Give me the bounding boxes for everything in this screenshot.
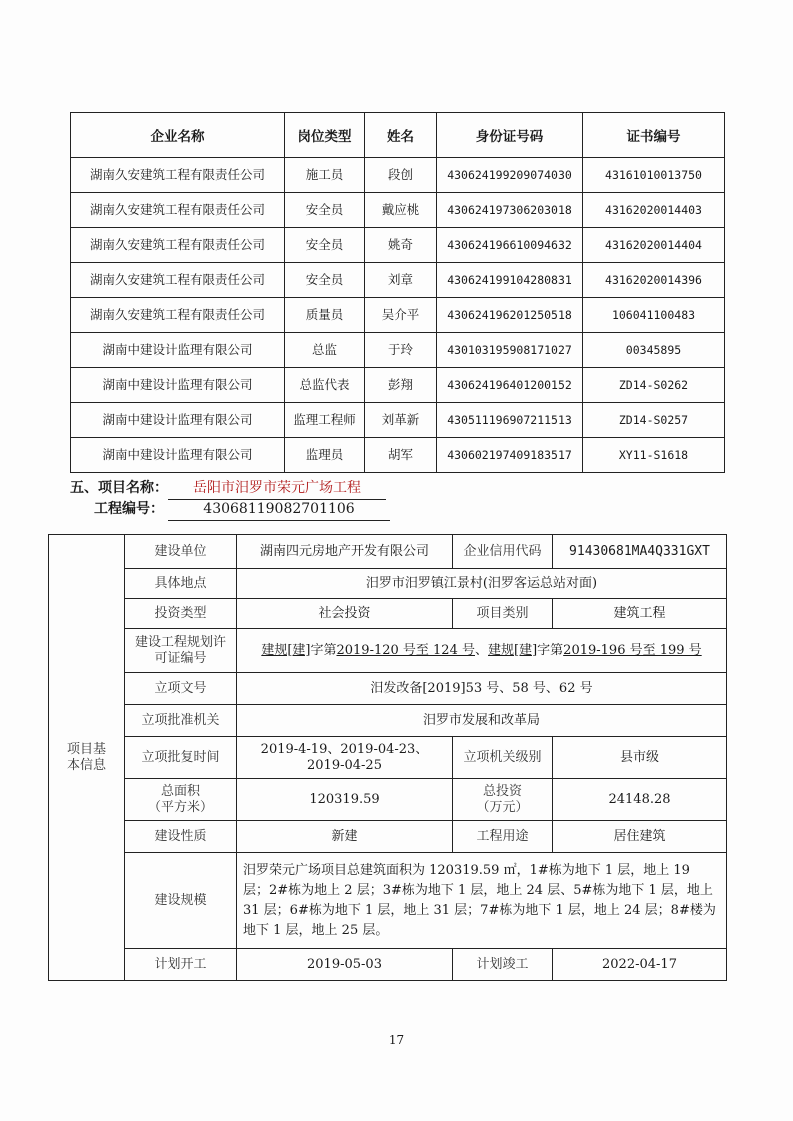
project-name-label: 五、项目名称： bbox=[70, 480, 168, 496]
row-location bbox=[49, 569, 727, 599]
credit-code-value: 91430681MA4Q331GXT bbox=[553, 535, 727, 569]
approval-doc-label: 立项文号 bbox=[125, 673, 237, 705]
certificate-cell: 106041100483 bbox=[583, 298, 725, 333]
staff-table-row bbox=[71, 193, 725, 228]
staff-table-header bbox=[71, 113, 725, 158]
staff-table-row bbox=[71, 228, 725, 263]
company-cell: 湖南久安建筑工程有限责任公司 bbox=[71, 298, 285, 333]
approval-date-label: 立项批复时间 bbox=[125, 737, 237, 779]
investment-type-label: 投资类型 bbox=[125, 599, 237, 629]
id-number-cell: 430511196907211513 bbox=[437, 403, 583, 438]
scale-label: 建设规模 bbox=[125, 853, 237, 949]
name-cell: 于玲 bbox=[365, 333, 437, 368]
project-info-table bbox=[48, 534, 727, 981]
row-developer bbox=[49, 535, 727, 569]
id-number-cell: 430624196401200152 bbox=[437, 368, 583, 403]
total-investment-value: 24148.28 bbox=[553, 779, 727, 821]
location-label: 具体地点 bbox=[125, 569, 237, 599]
permit-part1: 建规[建] bbox=[261, 642, 311, 658]
row-approval-doc bbox=[49, 673, 727, 705]
approval-date-value bbox=[237, 737, 453, 779]
row-nature-use bbox=[49, 821, 727, 853]
staff-table-row bbox=[71, 158, 725, 193]
developer-value: 湖南四元房地产开发有限公司 bbox=[237, 535, 453, 569]
row-investment-type bbox=[49, 599, 727, 629]
name-cell: 姚奇 bbox=[365, 228, 437, 263]
certificate-cell: XY11-S1618 bbox=[583, 438, 725, 473]
certificate-cell: 43161010013750 bbox=[583, 158, 725, 193]
approval-org-value: 汨罗市发展和改革局 bbox=[237, 705, 727, 737]
project-code-label: 工程编号： bbox=[94, 501, 164, 517]
total-area-label-line1: 总面积 bbox=[160, 783, 200, 799]
staff-table bbox=[70, 112, 725, 473]
company-cell: 湖南久安建筑工程有限责任公司 bbox=[71, 158, 285, 193]
id-number-cell: 430602197409183517 bbox=[437, 438, 583, 473]
company-cell: 湖南中建设计监理有限公司 bbox=[71, 403, 285, 438]
group-label-project-info: 项目基本信息 bbox=[49, 535, 125, 981]
position-cell: 总监 bbox=[285, 333, 365, 368]
total-area-value: 120319.59 bbox=[237, 779, 453, 821]
row-permit bbox=[49, 629, 727, 673]
permit-label: 建设工程规划许可证编号 bbox=[125, 629, 237, 673]
project-section-header bbox=[70, 478, 730, 520]
id-number-cell: 430624196201250518 bbox=[437, 298, 583, 333]
company-cell: 湖南久安建筑工程有限责任公司 bbox=[71, 263, 285, 298]
construction-nature-label: 建设性质 bbox=[125, 821, 237, 853]
approval-date-line2: 2019-04-25 bbox=[307, 757, 382, 773]
id-number-cell: 430624199104280831 bbox=[437, 263, 583, 298]
certificate-cell: 43162020014396 bbox=[583, 263, 725, 298]
project-name-line bbox=[70, 478, 730, 499]
staff-table-row bbox=[71, 263, 725, 298]
total-investment-label-line1: 总投资 bbox=[482, 783, 522, 799]
position-cell: 施工员 bbox=[285, 158, 365, 193]
position-cell: 总监代表 bbox=[285, 368, 365, 403]
position-cell: 安全员 bbox=[285, 193, 365, 228]
permit-part5: 建规[建] bbox=[488, 642, 538, 658]
row-approval-date bbox=[49, 737, 727, 779]
position-cell: 安全员 bbox=[285, 228, 365, 263]
planned-completion-label: 计划竣工 bbox=[453, 949, 553, 981]
certificate-cell: 00345895 bbox=[583, 333, 725, 368]
approval-date-line1: 2019-4-19、2019-04-23、 bbox=[260, 741, 429, 757]
id-number-cell: 430624199209074030 bbox=[437, 158, 583, 193]
location-value: 汨罗市汨罗镇江景村(汨罗客运总站对面) bbox=[237, 569, 727, 599]
project-use-value: 居住建筑 bbox=[553, 821, 727, 853]
total-investment-label bbox=[453, 779, 553, 821]
project-code-value: 43068119082701106 bbox=[168, 499, 390, 521]
project-use-label: 工程用途 bbox=[453, 821, 553, 853]
header-name: 姓名 bbox=[365, 113, 437, 158]
total-area-label bbox=[125, 779, 237, 821]
name-cell: 刘章 bbox=[365, 263, 437, 298]
credit-code-label: 企业信用代码 bbox=[453, 535, 553, 569]
total-area-label-line2: （平方米） bbox=[147, 799, 213, 815]
name-cell: 刘革新 bbox=[365, 403, 437, 438]
staff-table-row bbox=[71, 333, 725, 368]
row-schedule bbox=[49, 949, 727, 981]
id-number-cell: 430624197306203018 bbox=[437, 193, 583, 228]
total-investment-label-line2: （万元） bbox=[476, 799, 529, 815]
id-number-cell: 430103195908171027 bbox=[437, 333, 583, 368]
certificate-cell: 43162020014403 bbox=[583, 193, 725, 228]
company-cell: 湖南中建设计监理有限公司 bbox=[71, 438, 285, 473]
approval-level-label: 立项机关级别 bbox=[453, 737, 553, 779]
project-category-value: 建筑工程 bbox=[553, 599, 727, 629]
certificate-cell: ZD14-S0262 bbox=[583, 368, 725, 403]
certificate-cell: 43162020014404 bbox=[583, 228, 725, 263]
position-cell: 监理员 bbox=[285, 438, 365, 473]
permit-part2: 字第 bbox=[310, 642, 337, 658]
scale-value: 汨罗荣元广场项目总建筑面积为 120319.59 ㎡，1#栋为地下 1 层，地上 19 层；2#栋为地上 2 层；3#栋为地下 1 层，地上 24 层、5#栋为地下 1 层，地上 31 层；6#栋为地下 1 层，地上 31 层；7#栋为地下 1 层，地上 24 层；8#楼为地下 1 层，地上 25 层。 bbox=[237, 853, 727, 949]
planned-start-label: 计划开工 bbox=[125, 949, 237, 981]
approval-level-value: 县市级 bbox=[553, 737, 727, 779]
staff-table-row bbox=[71, 298, 725, 333]
name-cell: 段创 bbox=[365, 158, 437, 193]
company-cell: 湖南久安建筑工程有限责任公司 bbox=[71, 228, 285, 263]
developer-label: 建设单位 bbox=[125, 535, 237, 569]
construction-nature-value: 新建 bbox=[237, 821, 453, 853]
header-company: 企业名称 bbox=[71, 113, 285, 158]
approval-org-label: 立项批准机关 bbox=[125, 705, 237, 737]
page-number: 17 bbox=[388, 1033, 405, 1047]
name-cell: 吴介平 bbox=[365, 298, 437, 333]
row-approval-org bbox=[49, 705, 727, 737]
investment-type-value: 社会投资 bbox=[237, 599, 453, 629]
planned-completion-value: 2022-04-17 bbox=[553, 949, 727, 981]
row-scale bbox=[49, 853, 727, 949]
header-id-number: 身份证号码 bbox=[437, 113, 583, 158]
permit-part4: 、 bbox=[474, 642, 488, 658]
position-cell: 质量员 bbox=[285, 298, 365, 333]
planned-start-value: 2019-05-03 bbox=[237, 949, 453, 981]
project-category-label: 项目类别 bbox=[453, 599, 553, 629]
company-cell: 湖南久安建筑工程有限责任公司 bbox=[71, 193, 285, 228]
certificate-cell: ZD14-S0257 bbox=[583, 403, 725, 438]
project-name-value: 岳阳市汨罗市荣元广场工程 bbox=[168, 478, 386, 500]
permit-part7: 2019-196 号至 199 号 bbox=[563, 642, 702, 658]
name-cell: 胡军 bbox=[365, 438, 437, 473]
row-area-investment bbox=[49, 779, 727, 821]
position-cell: 安全员 bbox=[285, 263, 365, 298]
position-cell: 监理工程师 bbox=[285, 403, 365, 438]
company-cell: 湖南中建设计监理有限公司 bbox=[71, 333, 285, 368]
staff-table-row bbox=[71, 438, 725, 473]
approval-doc-value: 汨发改备[2019]53 号、58 号、62 号 bbox=[237, 673, 727, 705]
header-position: 岗位类型 bbox=[285, 113, 365, 158]
permit-part3: 2019-120 号至 124 号 bbox=[336, 642, 475, 658]
project-code-line bbox=[70, 499, 730, 520]
name-cell: 戴应桃 bbox=[365, 193, 437, 228]
staff-table-row bbox=[71, 403, 725, 438]
id-number-cell: 430624196610094632 bbox=[437, 228, 583, 263]
permit-value bbox=[237, 629, 727, 673]
staff-table-row bbox=[71, 368, 725, 403]
header-certificate: 证书编号 bbox=[583, 113, 725, 158]
company-cell: 湖南中建设计监理有限公司 bbox=[71, 368, 285, 403]
permit-part6: 字第 bbox=[537, 642, 564, 658]
staff-table-body bbox=[71, 158, 725, 473]
name-cell: 彭翔 bbox=[365, 368, 437, 403]
